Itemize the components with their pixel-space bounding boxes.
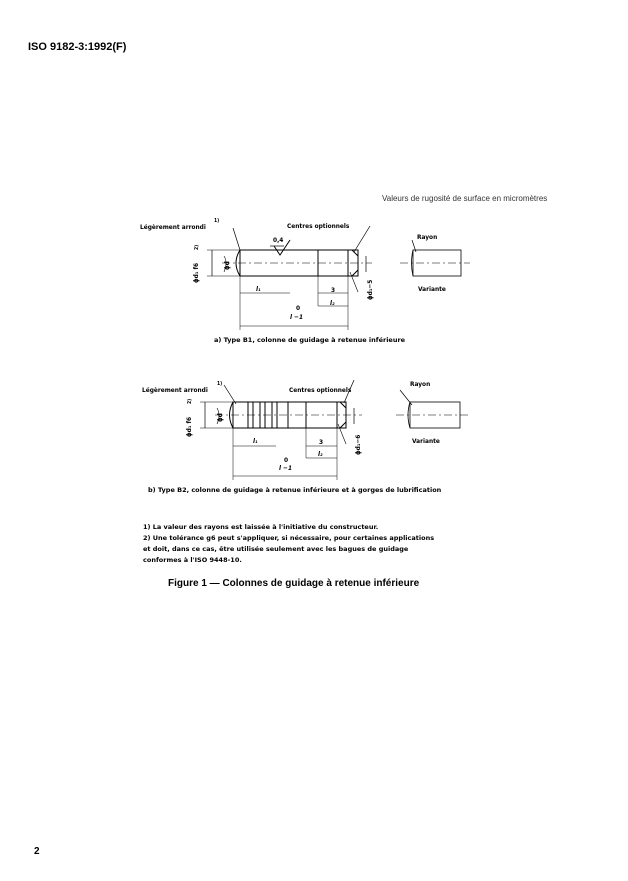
fig-a-roughness-value: 0,4 xyxy=(273,236,284,244)
document-header: ISO 9182-3:1992(F) xyxy=(28,41,127,53)
fig-b-footnote-mark-1: 1) xyxy=(217,381,223,387)
footnote-2-cont: conformes à l'ISO 9448-10. xyxy=(143,556,242,564)
fig-b-dim-3: 3 xyxy=(319,438,324,446)
fig-b-label-rayon: Rayon xyxy=(410,380,431,388)
fig-a-dim-d: ϕd xyxy=(223,261,231,270)
footnote-2-cont: et doit, dans ce cas, être utilisée seulement avec les bagues de guidage xyxy=(143,545,409,553)
fig-b-dim-d: ϕd xyxy=(216,413,224,422)
fig-a-footnote-mark-2: 2) xyxy=(194,244,200,250)
fig-a-label-centres: Centres optionnels xyxy=(287,222,350,230)
fig-b-label-arrondi: Légèrement arrondi xyxy=(142,386,208,394)
fig-a-caption: a) Type B1, colonne de guidage à retenue inférieure xyxy=(214,336,406,344)
fig-b-dim-l-minus1: l −1 xyxy=(279,464,293,472)
fig-b-dim-0: 0 xyxy=(284,456,289,464)
roughness-note: Valeurs de rugosité de surface en micromètres xyxy=(382,194,548,203)
fig-a-label-arrondi: Légèrement arrondi xyxy=(140,223,206,231)
fig-b-caption: b) Type B2, colonne de guidage à retenue inférieure et à gorges de lubrification xyxy=(148,486,442,494)
figure-caption: Figure 1 — Colonnes de guidage à retenue inférieure xyxy=(168,578,420,589)
fig-a-label-variante: Variante xyxy=(418,285,446,293)
fig-a-footnote-mark-1: 1) xyxy=(214,218,220,224)
fig-a-dim-3: 3 xyxy=(331,286,336,294)
footnote-1: 1) La valeur des rayons est laissée à l'initiative du constructeur. xyxy=(143,523,379,531)
fig-b-label-variante: Variante xyxy=(412,437,440,445)
fig-a-dim-l1: l₁ xyxy=(256,285,261,293)
fig-a-dim-d1-f6: ϕd₁ f6 xyxy=(192,262,200,283)
footnote-2: 2) Une tolérance g6 peut s'appliquer, si nécessaire, pour certaines applications xyxy=(143,534,435,542)
fig-b-footnote-mark-2: 2) xyxy=(187,398,193,404)
fig-a-label-rayon: Rayon xyxy=(417,233,438,241)
page-number: 2 xyxy=(34,846,40,857)
fig-b-dim-l2: l₂ xyxy=(318,450,323,458)
fig-b-dim-d1-f6: ϕd₁ f6 xyxy=(185,416,193,437)
fig-a-dim-l2: l₂ xyxy=(330,299,335,307)
fig-b-dim-d1-minus6: ϕd₁−6 xyxy=(354,434,362,455)
fig-a-dim-0: 0 xyxy=(296,304,301,312)
fig-b-label-centres: Centres optionnels xyxy=(289,386,352,394)
fig-a-dim-l-minus1: l −1 xyxy=(290,313,304,321)
fig-b-dim-l1: l₁ xyxy=(253,437,258,445)
fig-a-dim-d1-minus5: ϕd₁−5 xyxy=(366,279,374,300)
